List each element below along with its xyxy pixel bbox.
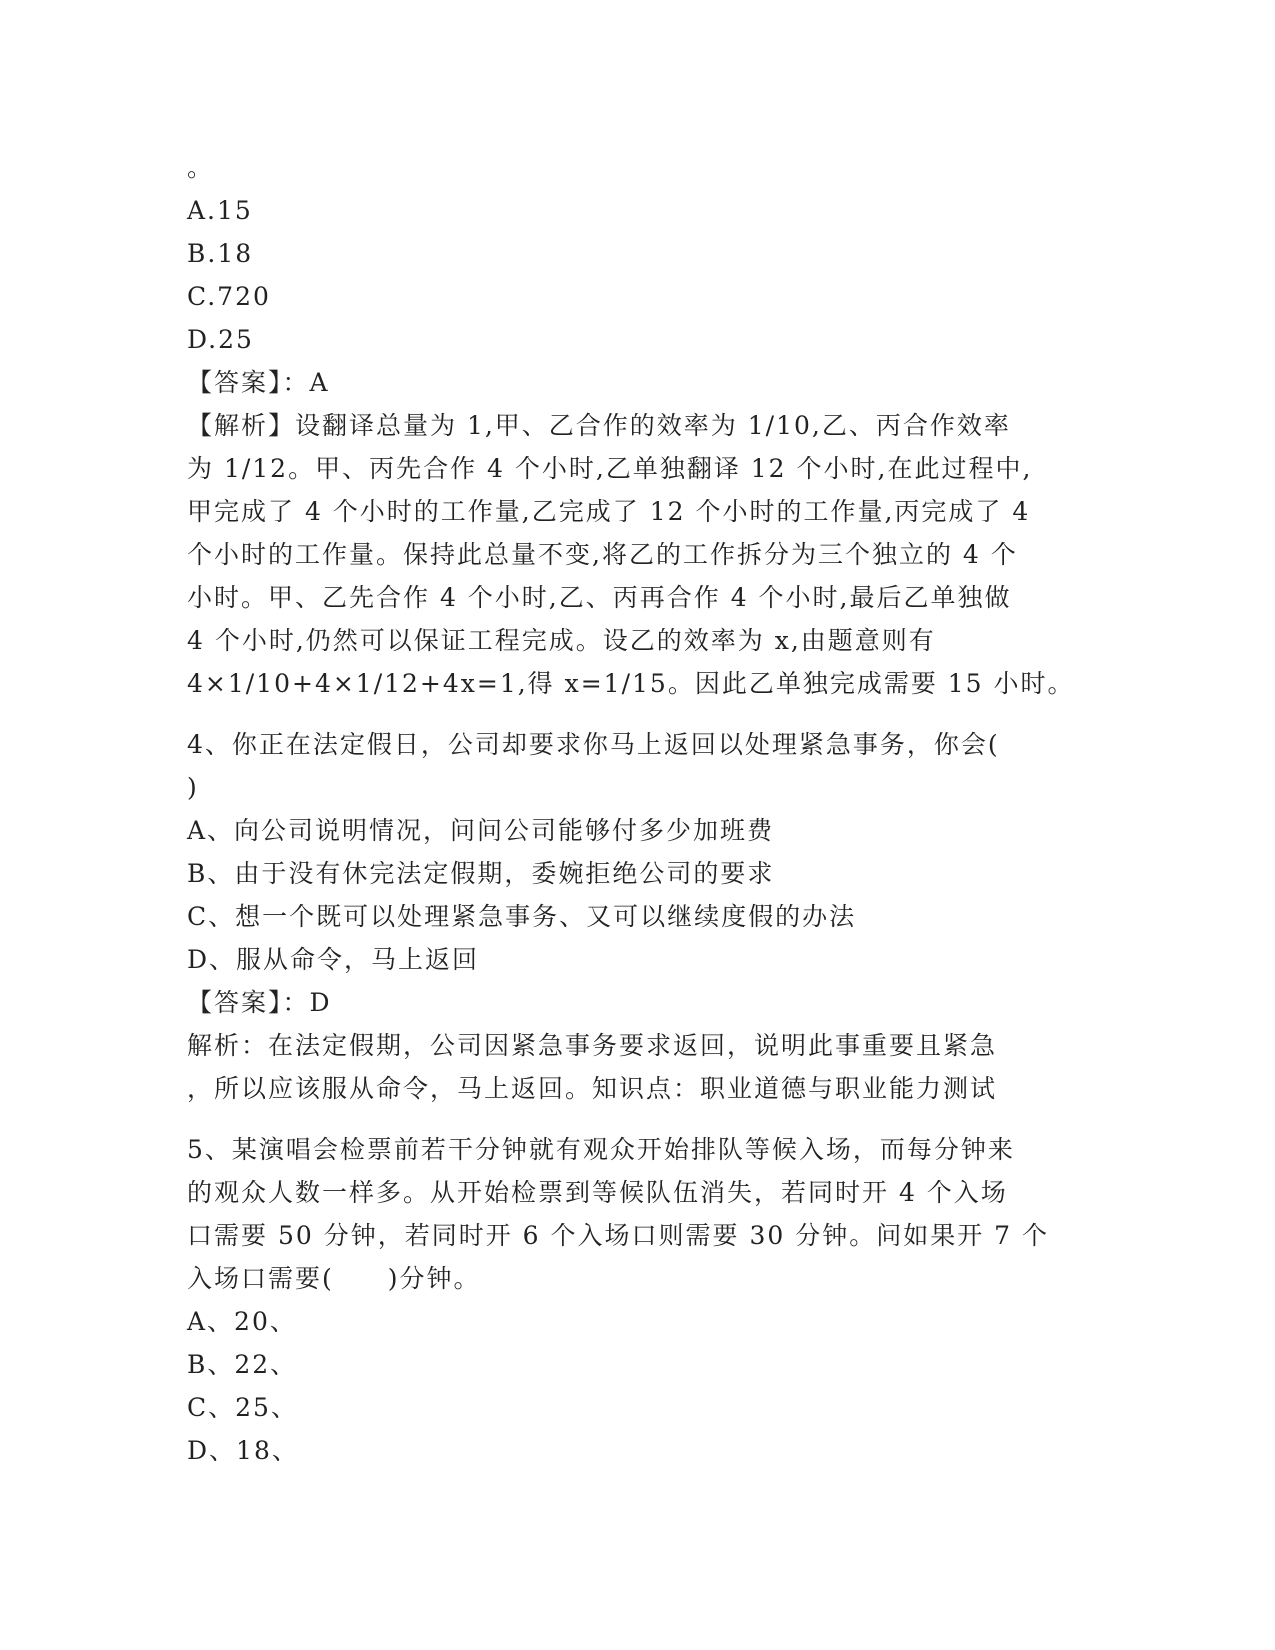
- question-3-option-b: B.18: [187, 239, 254, 268]
- question-4-option-c: C、想一个既可以处理紧急事务、又可以继续度假的办法: [187, 902, 857, 931]
- section-gap: [187, 1110, 1087, 1128]
- question-5-option-b: B、22、: [187, 1350, 298, 1379]
- question-3-analysis-line: 小时。甲、乙先合作 4 个小时,乙、丙再合作 4 个小时,最后乙单独做: [187, 583, 1012, 612]
- question-3-option-c: C.720: [187, 282, 271, 311]
- question-4-option-d: D、服从命令，马上返回: [187, 945, 480, 974]
- question-4-answer: 【答案】：D: [187, 988, 332, 1017]
- question-3-analysis-line: 个小时的工作量。保持此总量不变,将乙的工作拆分为三个独立的 4 个: [187, 540, 1018, 569]
- question-4-text: ): [187, 773, 199, 802]
- question-3-analysis-line: 4×1/10+4×1/12+4x=1,得 x=1/15。因此乙单独完成需要 15 小时。: [187, 669, 1075, 698]
- question-4-option-b: B、由于没有休完法定假期，委婉拒绝公司的要求: [187, 859, 775, 888]
- page-content: [187, 146, 1087, 1472]
- question-5-text: 入场口需要( )分钟。: [187, 1264, 481, 1293]
- question-3-analysis-line: 甲完成了 4 个小时的工作量,乙完成了 12 个小时的工作量,丙完成了 4: [187, 497, 1031, 526]
- question-3-analysis-line: 为 1/12。甲、丙先合作 4 个小时,乙单独翻译 12 个小时,在此过程中,: [187, 454, 1033, 483]
- question-5-option-a: A、20、: [187, 1307, 297, 1336]
- question-3-period: 。: [187, 153, 215, 182]
- question-5-text: 口需要 50 分钟，若同时开 6 个入场口则需要 30 分钟。问如果开 7 个: [187, 1221, 1050, 1250]
- question-5-option-c: C、25、: [187, 1393, 298, 1422]
- question-4-option-a: A、向公司说明情况，问问公司能够付多少加班费: [187, 816, 775, 845]
- question-3-answer: 【答案】：A: [187, 368, 330, 397]
- question-4-analysis-line: ，所以应该服从命令，马上返回。知识点：职业道德与职业能力测试: [187, 1074, 998, 1103]
- question-5-option-d: D、18、: [187, 1436, 299, 1465]
- question-3-option-a: A.15: [187, 196, 253, 225]
- question-4-text: 4、你正在法定假日，公司却要求你马上返回以处理紧急事务，你会(: [187, 730, 1000, 759]
- question-3-analysis-line: 4 个小时,仍然可以保证工程完成。设乙的效率为 x,由题意则有: [187, 626, 936, 655]
- question-3-option-d: D.25: [187, 325, 254, 354]
- question-5-text: 的观众人数一样多。从开始检票到等候队伍消失，若同时开 4 个入场: [187, 1178, 1008, 1207]
- question-3-analysis-line: 【解析】设翻译总量为 1,甲、乙合作的效率为 1/10,乙、丙合作效率: [187, 411, 1011, 440]
- section-gap: [187, 705, 1087, 723]
- question-5-text: 5、某演唱会检票前若干分钟就有观众开始排队等候入场，而每分钟来: [187, 1135, 1015, 1164]
- question-4-analysis-line: 解析：在法定假期，公司因紧急事务要求返回，说明此事重要且紧急: [187, 1031, 998, 1060]
